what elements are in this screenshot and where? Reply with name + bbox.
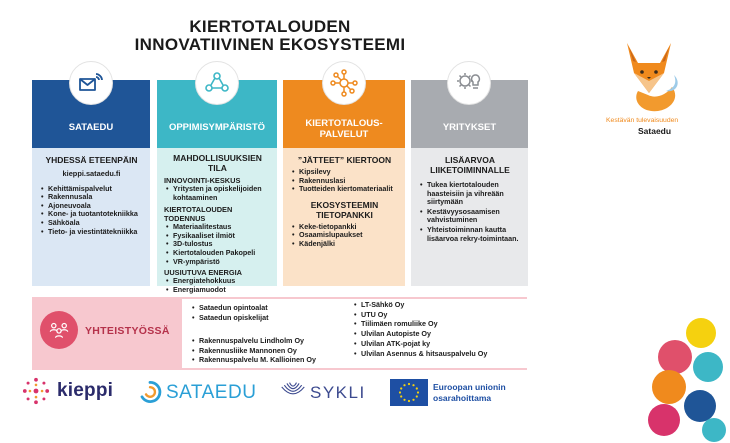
cooperation-list-construction: [190, 336, 350, 365]
list-item: • Sähköala: [39, 219, 144, 228]
fox-logo: [600, 35, 705, 140]
section-title-line-2: LIIKETOIMINNALLE: [430, 165, 510, 175]
cooperation-label: YHTEISTYÖSSÄ: [85, 325, 170, 337]
title-line-2: INNOVATIIVINEN EKOSYSTEEMI: [134, 35, 406, 54]
list-item: • 3D-tulostus: [164, 240, 271, 249]
column-header-line-1: KIERTOTALOUS-: [305, 118, 383, 129]
list-item: • Ulvilan ATK-pojat ky: [352, 339, 524, 349]
list-item: • Sataedun opiskelijat: [190, 313, 350, 323]
list-item: • Keke-tietopankki: [290, 223, 399, 232]
list-item: • Sataedun opintoalat: [190, 303, 350, 313]
list-item: • Rakennuspalvelu Lindholm Oy: [190, 336, 350, 346]
page-title: [60, 18, 480, 54]
website-link[interactable]: kieppi.sataedu.fi: [62, 169, 121, 178]
decorative-circle: [686, 318, 716, 348]
section-title: MAHDOLLISUUKSIEN TILA: [173, 153, 262, 173]
list: [164, 185, 271, 202]
list-item: • Rakennusliike Mannonen Oy: [190, 346, 350, 356]
decorative-circle: [648, 404, 680, 436]
list-item: • Ulvilan Asennus & hitsauspalvelu Oy: [352, 349, 524, 359]
eu-logo: [390, 379, 530, 409]
kieppi-logo: [22, 377, 132, 407]
subheading: KIERTOTALOUDEN TODENNUS: [164, 205, 233, 224]
list-item: • LT-Sähkö Oy: [352, 300, 524, 310]
decorative-circle: [652, 370, 686, 404]
section-title-line-1: LISÄARVOA: [445, 155, 495, 165]
list-item: • Fysikaaliset ilmiöt: [164, 232, 271, 241]
list-item: • Yritysten ja opiskelijoiden kohtaaminen: [164, 185, 271, 202]
list-item: • Kädenjälki: [290, 240, 399, 249]
eu-text-line-1: Euroopan unionin: [433, 382, 506, 392]
sykli-logo-text: SYKLI: [310, 383, 366, 402]
column-kiertotalouspalvelut: [283, 80, 405, 286]
list-item: • Osaamislupaukset: [290, 231, 399, 240]
list: [290, 223, 399, 249]
list-item: • Kipsilevy: [290, 168, 399, 177]
sataedu-swirl-icon: [138, 380, 162, 404]
list: [418, 181, 522, 243]
list-item: • Materiaalitestaus: [164, 223, 271, 232]
list-item: • Tiilimäen romuliike Oy: [352, 319, 524, 329]
list-item: • Kiertotalouden Pakopeli: [164, 249, 271, 258]
list-item: • Kehittämispalvelut: [39, 185, 144, 194]
kieppi-sunburst-icon: [22, 377, 50, 405]
fox-tagline: Kestävän tulevaisuuden: [606, 117, 679, 124]
list-item: • Kone- ja tuotantotekniikka: [39, 210, 144, 219]
column-header-label: OPPIMISYMPÄRISTÖ: [168, 121, 266, 133]
list-item: • Rakennuslasi: [290, 177, 399, 186]
team-icon: [40, 311, 78, 349]
fox-brand: Sataedu: [638, 126, 672, 136]
sykli-lines-icon: [280, 380, 306, 406]
list-item: • Rakennuspalvelu M. Kallioinen Oy: [190, 355, 350, 365]
section-title: [418, 155, 522, 175]
decorative-circle: [702, 418, 726, 442]
column-yritykset: [411, 80, 528, 286]
list: [39, 185, 144, 237]
eu-text-line-2: osarahoittama: [433, 393, 492, 403]
kieppi-logo-text: kieppi: [57, 380, 114, 401]
decorative-circle: [693, 352, 723, 382]
subheading-line-2: TIETOPANKKI: [316, 209, 373, 220]
column-header-line-2: PALVELUT: [319, 129, 369, 140]
column-body: [157, 148, 277, 298]
list-item: • Tukea kiertotalouden haasteisiin ja vihreään siirtymään: [418, 181, 522, 207]
list-item: • Energiatehokkuus: [164, 277, 271, 286]
fox-icon: [602, 35, 702, 115]
cooperation-list-sataedu: [190, 303, 350, 322]
subheading: [290, 200, 399, 220]
section-title: YHDESSÄ ETEENPÄIN: [45, 155, 138, 165]
list-item: • Energiamuodot: [164, 286, 271, 295]
column-body: [32, 148, 150, 240]
decorative-circle: [658, 340, 692, 374]
list-item: • Tieto- ja viestintätekniikka: [39, 228, 144, 237]
list-item: • VR-ympäristö: [164, 258, 271, 267]
gear-lightbulb-icon: [447, 61, 491, 105]
column-header-label: YRITYKSET: [442, 121, 497, 133]
people-network-icon: [195, 61, 239, 105]
list: [164, 223, 271, 266]
subheading: UUSIUTUVA ENERGIA: [164, 268, 243, 278]
title-line-1: KIERTOTALOUDEN: [189, 17, 351, 36]
column-oppimisymparisto: [157, 80, 277, 294]
list-item: • Ajoneuvoala: [39, 202, 144, 211]
cooperation-list-companies: [352, 300, 524, 358]
list-item: • Tuotteiden kiertomateriaalit: [290, 185, 399, 194]
list: [164, 277, 271, 294]
column-header-label: SATAEDU: [68, 121, 114, 133]
mail-phone-icon: [69, 61, 113, 105]
list-item: • Ulvilan Autopiste Oy: [352, 329, 524, 339]
column-body: [283, 148, 405, 253]
list-item: • Kestävyysosaamisen vahvistuminen: [418, 208, 522, 225]
list-item: • UTU Oy: [352, 310, 524, 320]
column-sataedu: [32, 80, 150, 286]
sataedu-logo-text: SATAEDU: [166, 382, 257, 403]
circular-network-icon: [322, 61, 366, 105]
sykli-logo: [280, 378, 380, 408]
subheading-line-1: EKOSYSTEEMIN: [310, 199, 379, 210]
list: [290, 168, 399, 194]
list-item: • Yhteistoiminnan kautta lisäarvoa rekry-toimintaan.: [418, 226, 522, 243]
section-title: ”JÄTTEET” KIERTOON: [297, 155, 392, 165]
subheading: INNOVOINTI-KESKUS: [164, 176, 241, 185]
sataedu-logo: [138, 378, 258, 408]
eu-flag-icon: [390, 379, 428, 406]
list-item: • Rakennusala: [39, 193, 144, 202]
column-body: [411, 148, 528, 247]
